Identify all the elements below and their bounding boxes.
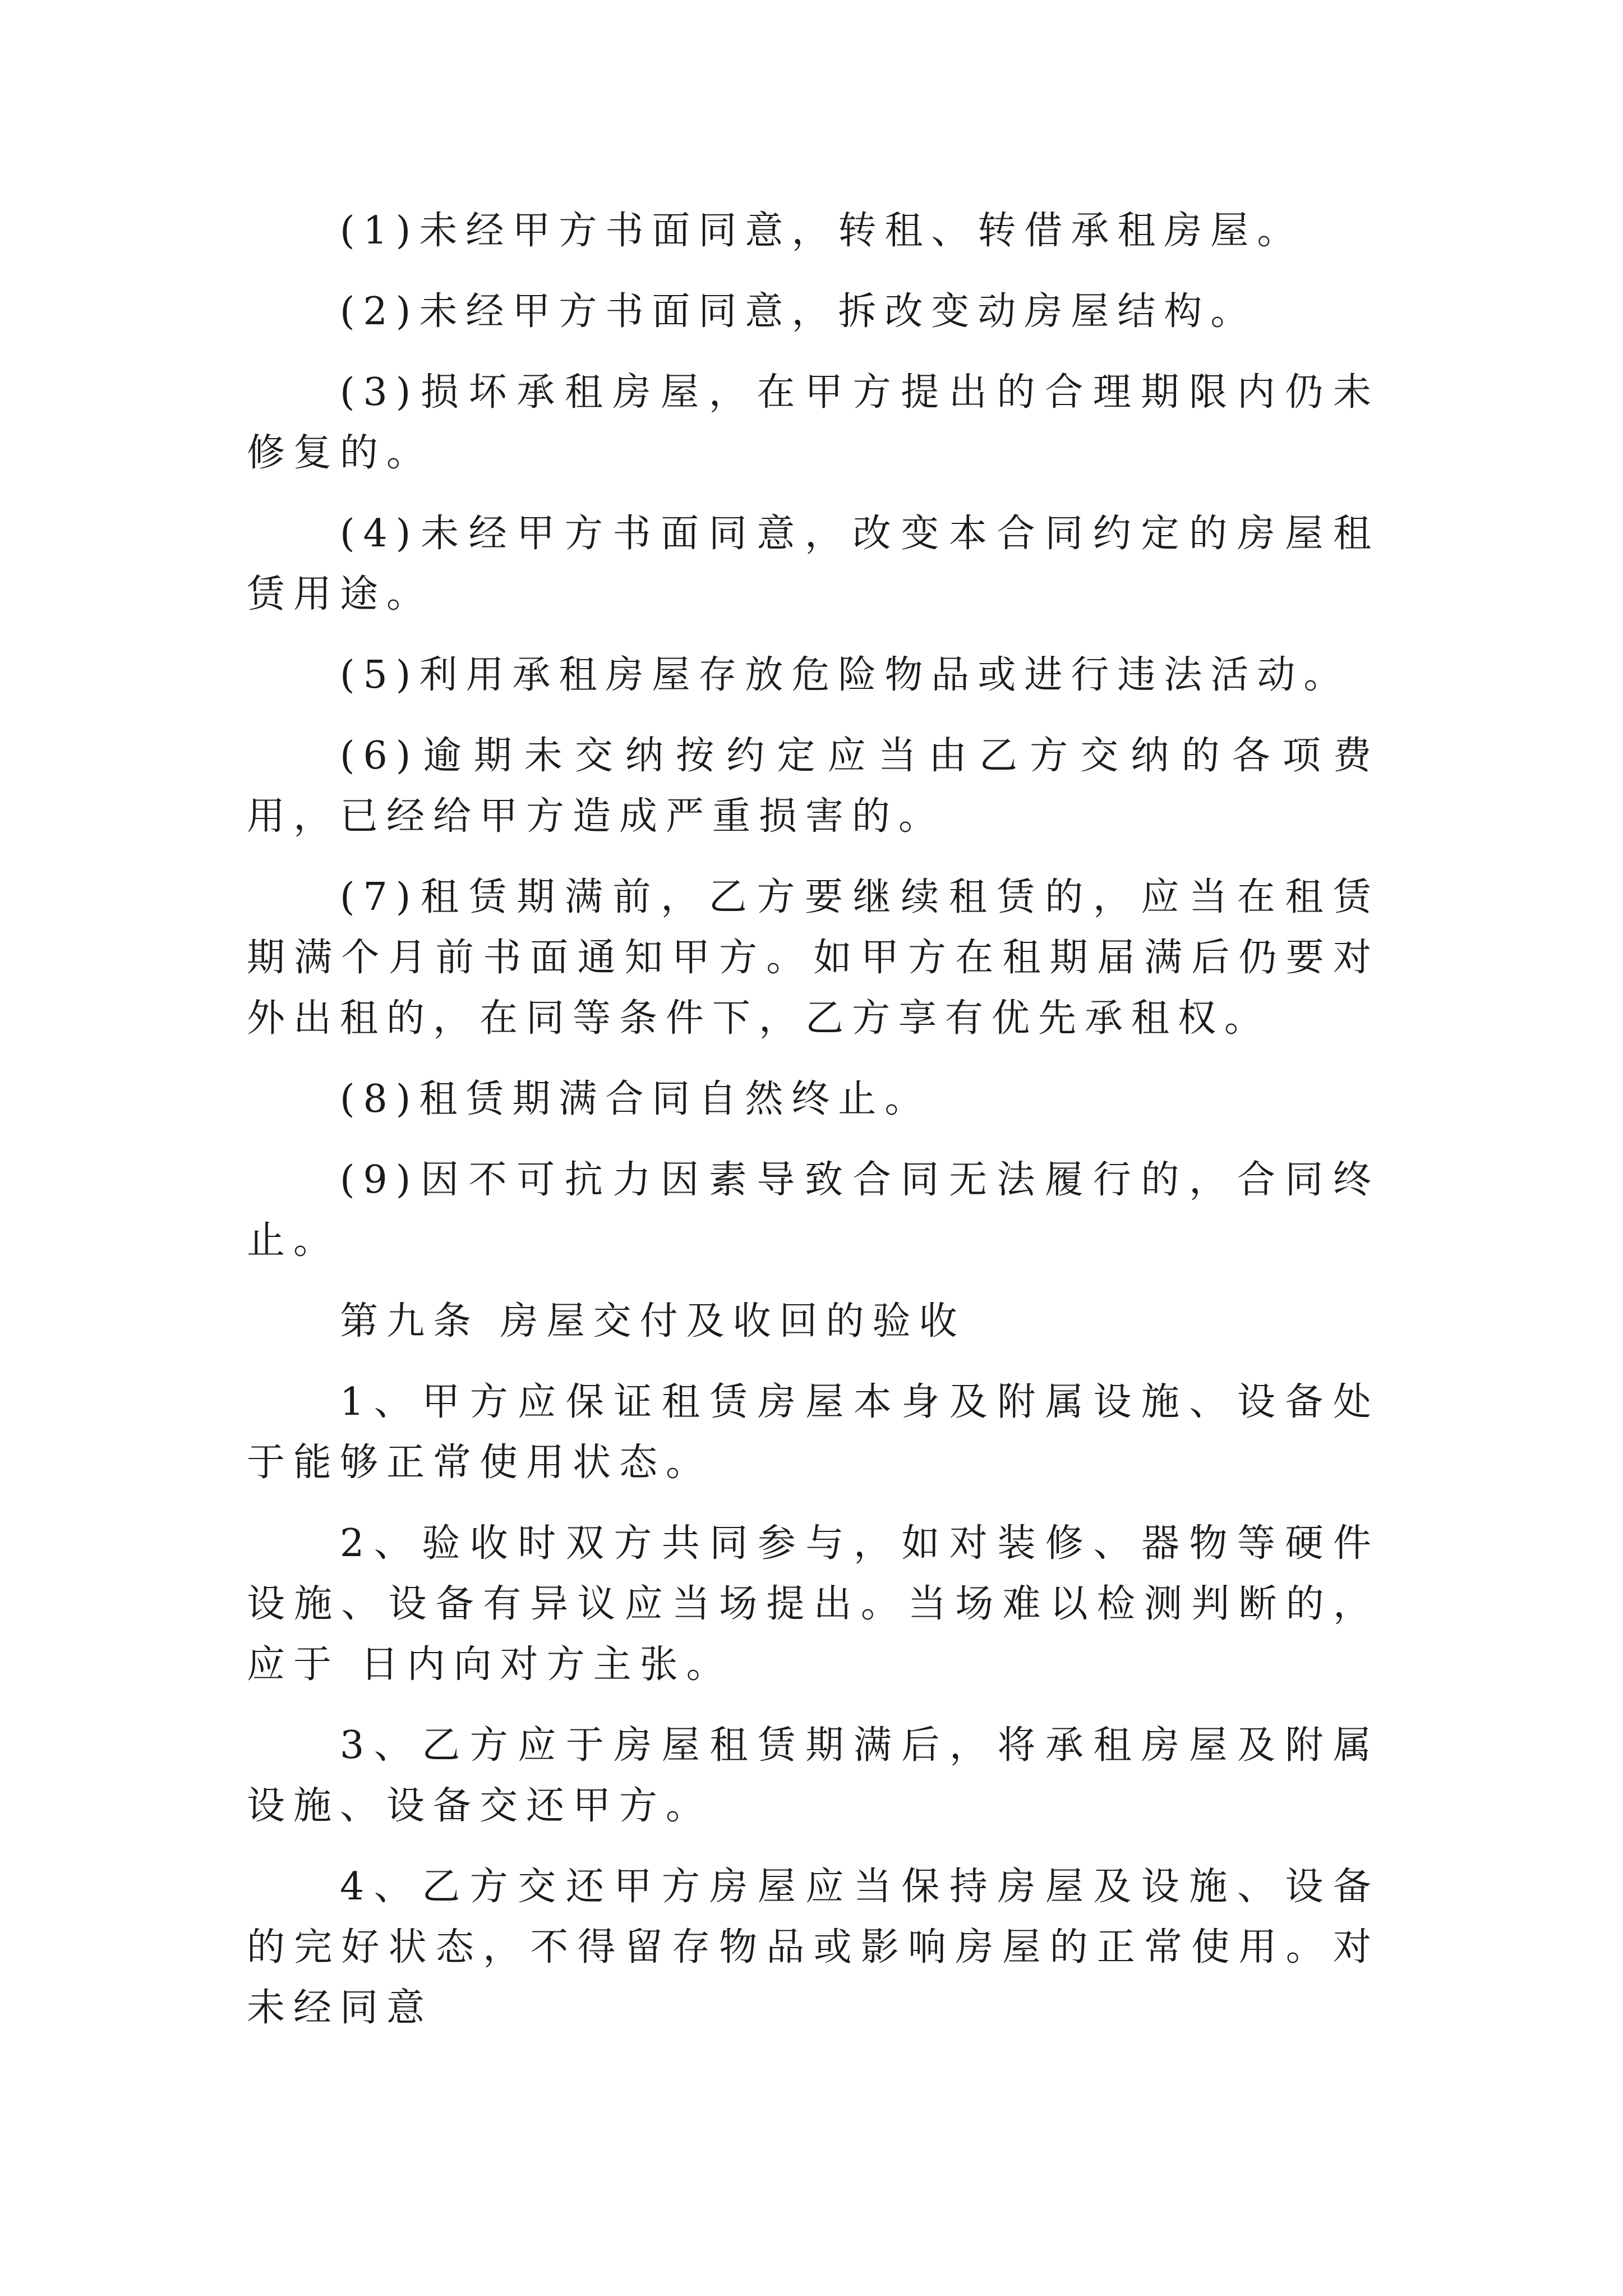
item-3-return-property: 3、乙方应于房屋租赁期满后，将承租房屋及附属设施、设备交还甲方。 bbox=[247, 1723, 1380, 1828]
clause-natural-termination: (8)租赁期满合同自然终止。 bbox=[340, 1077, 932, 1121]
clause-structure-change: (2)未经甲方书面同意，拆改变动房屋结构。 bbox=[340, 289, 1257, 334]
clause-sublease: (1)未经甲方书面同意，转租、转借承租房屋。 bbox=[340, 209, 1304, 253]
item-2-joint-inspection: 2、验收时双方共同参与，如对装修、器物等硬件设施、设备有异议应当场提出。当场难以检测判断的，应于 日内向对方主张。 bbox=[247, 1521, 1380, 1687]
item-1-delivery-condition: 1、甲方应保证租赁房屋本身及附属设施、设备处于能够正常使用状态。 bbox=[247, 1380, 1380, 1485]
clause-dangerous-goods: (5)利用承租房屋存放危险物品或进行违法活动。 bbox=[340, 653, 1350, 697]
clause-usage-change: (4)未经甲方书面同意，改变本合同约定的房屋租赁用途。 bbox=[247, 512, 1380, 616]
clause-damage: (3)损坏承租房屋，在甲方提出的合理期限内仍未修复的。 bbox=[247, 370, 1380, 475]
item-4-return-condition: 4、乙方交还甲方房屋应当保持房屋及设施、设备的完好状态，不得留存物品或影响房屋的正常使用。对未经同意 bbox=[247, 1865, 1380, 2030]
clause-force-majeure: (9)因不可抗力因素导致合同无法履行的，合同终止。 bbox=[247, 1158, 1380, 1263]
clause-overdue-fees: (6)逾期未交纳按约定应当由乙方交纳的各项费用，已经给甲方造成严重损害的。 bbox=[247, 734, 1380, 839]
section-heading-article-9: 第九条 房屋交付及收回的验收 bbox=[340, 1299, 966, 1343]
clause-renewal: (7)租赁期满前，乙方要继续租赁的，应当在租赁期满个月前书面通知甲方。如甲方在租期届满后仍要对外出租的，在同等条件下，乙方享有优先承租权。 bbox=[247, 875, 1380, 1041]
document-body bbox=[247, 201, 1380, 2059]
